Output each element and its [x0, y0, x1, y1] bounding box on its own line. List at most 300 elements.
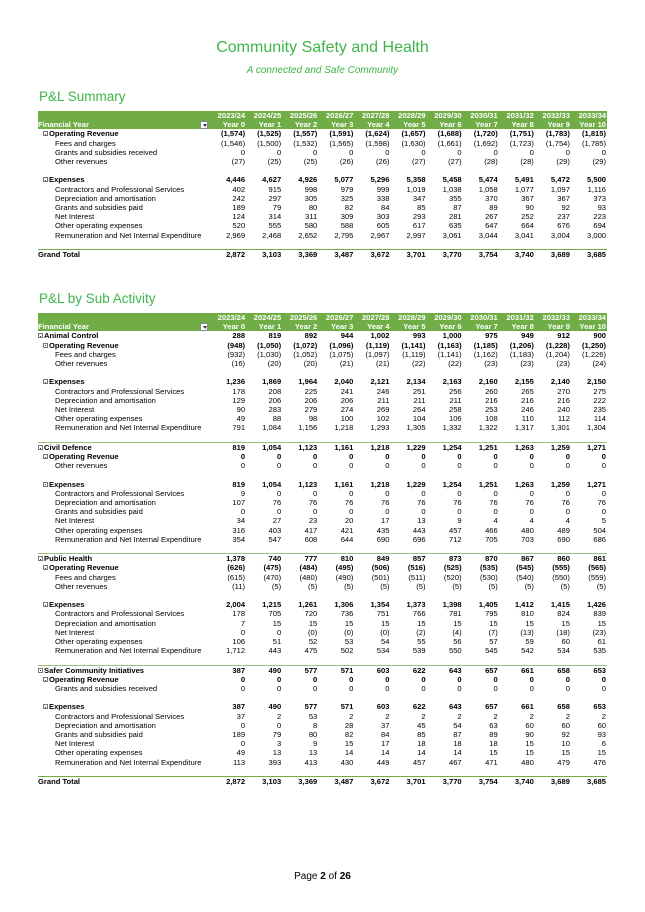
- value-cell: 3,689: [535, 777, 571, 787]
- value-cell: (5): [308, 581, 318, 591]
- value-cell: 216: [521, 395, 534, 405]
- value-cell: (490): [335, 572, 354, 582]
- value-cell: 253: [485, 405, 498, 415]
- row-label-cell: [38, 480, 210, 489]
- value-cell: 588: [340, 221, 354, 231]
- row-label: Other operating expenses: [55, 748, 143, 758]
- value-cell: 3: [276, 739, 282, 749]
- value-cell: (13): [520, 627, 534, 637]
- value-cell: 430: [340, 757, 354, 767]
- value-cell: 0: [529, 674, 534, 684]
- value-cell: 0: [313, 452, 318, 462]
- value-cell: (23): [592, 627, 607, 637]
- header-year: 2023/24: [210, 111, 246, 120]
- value-cell: 0: [276, 674, 282, 684]
- value-cell: 0: [565, 684, 570, 694]
- value-cell: 0: [276, 627, 282, 637]
- filter-dropdown-icon[interactable]: [200, 121, 208, 129]
- spacer-row: [38, 655, 607, 665]
- value-cell: 1,236: [226, 377, 246, 387]
- value-cell: (948): [227, 340, 246, 350]
- row-label-cell: [38, 461, 210, 470]
- value-cell: (5): [344, 581, 354, 591]
- row-label: Contractors and Professional Services: [55, 386, 185, 396]
- value-cell: 2: [421, 711, 426, 721]
- spacer-row: [38, 433, 607, 443]
- row-label-cell: [38, 609, 210, 618]
- financial-year-label: Financial Year: [38, 120, 89, 130]
- value-cell: 5,077: [334, 175, 354, 185]
- row-label: Operating Revenue: [49, 674, 119, 684]
- table-row: [38, 452, 607, 461]
- table-row: [38, 646, 607, 655]
- header-corner: [38, 313, 210, 322]
- value-cell: 550: [448, 646, 462, 656]
- value-cell: 76: [525, 498, 534, 508]
- value-cell: 1,218: [370, 479, 390, 489]
- value-cell: 216: [485, 395, 498, 405]
- value-cell: 1,293: [370, 423, 390, 433]
- table-row: [38, 203, 607, 212]
- value-cell: 975: [485, 331, 498, 341]
- table-row: [38, 609, 607, 618]
- row-label-cell: [38, 573, 210, 582]
- value-cell: 189: [232, 203, 246, 213]
- table-row: [38, 396, 607, 405]
- value-cell: 14: [417, 748, 426, 758]
- value-cell: 421: [340, 525, 354, 535]
- header-row-years: [38, 111, 607, 120]
- collapse-toggle-icon[interactable]: [43, 379, 48, 384]
- value-cell: 206: [340, 395, 354, 405]
- table-row: [38, 414, 607, 423]
- collapse-toggle-icon[interactable]: [43, 677, 48, 682]
- value-cell: 466: [485, 525, 498, 535]
- value-cell: 1,229: [390, 442, 426, 452]
- value-cell: 4,446: [226, 175, 246, 185]
- value-cell: 824: [557, 609, 570, 619]
- value-cell: 705: [268, 609, 282, 619]
- spacer-row: [38, 544, 607, 554]
- value-cell: 0: [565, 488, 570, 498]
- table-row: [38, 748, 607, 757]
- value-cell: (516): [407, 563, 426, 573]
- value-cell: (1,723): [509, 138, 534, 148]
- value-cell: 1,215: [262, 600, 282, 610]
- value-cell: (1,591): [329, 129, 354, 139]
- value-cell: 3,487: [318, 250, 354, 260]
- value-cell: 0: [349, 488, 354, 498]
- value-cell: 577: [304, 702, 318, 712]
- value-cell: (559): [588, 572, 607, 582]
- value-cell: 27: [272, 516, 282, 526]
- collapse-toggle-icon[interactable]: [43, 704, 48, 709]
- header-year: 2024/25: [246, 111, 282, 120]
- value-cell: (470): [263, 572, 282, 582]
- row-label: Remuneration and Net Internal Expenditure: [55, 757, 202, 767]
- value-cell: 1,229: [406, 479, 426, 489]
- table-row: [38, 600, 607, 609]
- spacer-row: [38, 693, 607, 702]
- collapse-toggle-icon[interactable]: [43, 565, 48, 570]
- value-cell: 275: [593, 386, 607, 396]
- header-year-index: Year 9: [535, 120, 571, 129]
- value-cell: (16): [231, 359, 246, 369]
- value-cell: 467: [448, 757, 462, 767]
- value-cell: 0: [313, 147, 318, 157]
- value-cell: 490: [246, 665, 282, 675]
- value-cell: 3,061: [442, 230, 462, 240]
- row-label-cell: [38, 516, 210, 525]
- value-cell: 3,103: [246, 777, 282, 787]
- value-cell: 4,627: [262, 175, 282, 185]
- value-cell: 479: [557, 757, 570, 767]
- value-cell: 235: [593, 405, 607, 415]
- value-cell: 223: [593, 212, 607, 222]
- row-label: Operating Revenue: [49, 129, 119, 139]
- header-corner: [38, 111, 210, 120]
- row-label-cell: [38, 777, 210, 787]
- header-year-index: Year 8: [499, 120, 535, 129]
- header-year: 2030/31: [463, 111, 499, 120]
- value-cell: 676: [557, 221, 570, 231]
- filter-dropdown-icon[interactable]: [200, 323, 208, 331]
- value-cell: (550): [552, 572, 570, 582]
- section-title-summary: P&L Summary: [39, 89, 126, 104]
- row-label: Net Interest: [55, 405, 95, 415]
- value-cell: (22): [412, 359, 426, 369]
- value-cell: 2: [493, 711, 498, 721]
- header-year-index: Year 4: [354, 322, 390, 331]
- row-label-cell: [38, 730, 210, 739]
- value-cell: 0: [457, 507, 462, 517]
- collapse-toggle-icon[interactable]: [38, 333, 43, 338]
- value-cell: 2,134: [406, 377, 426, 387]
- row-label: Operating Revenue: [49, 563, 119, 573]
- row-label: Animal Control: [44, 331, 99, 341]
- value-cell: (28): [520, 157, 534, 167]
- value-cell: 819: [232, 479, 246, 489]
- value-cell: 1,218: [334, 423, 354, 433]
- value-cell: 85: [417, 730, 426, 740]
- value-cell: 89: [489, 730, 498, 740]
- row-label: Contractors and Professional Services: [55, 488, 185, 498]
- value-cell: (1,783): [545, 129, 570, 139]
- row-label: Other revenues: [55, 359, 108, 369]
- value-cell: 0: [240, 720, 246, 730]
- value-cell: 28: [344, 720, 354, 730]
- value-cell: 100: [340, 414, 354, 424]
- value-cell: 225: [304, 386, 318, 396]
- value-cell: (1,228): [545, 340, 570, 350]
- value-cell: (18): [556, 627, 570, 637]
- value-cell: 1,712: [226, 646, 246, 656]
- row-label-cell: [38, 628, 210, 637]
- value-cell: (21): [339, 359, 354, 369]
- value-cell: (28): [484, 157, 498, 167]
- collapse-toggle-icon[interactable]: [43, 454, 48, 459]
- value-cell: (5): [452, 581, 462, 591]
- value-cell: 534: [557, 646, 570, 656]
- value-cell: 2,795: [334, 230, 354, 240]
- header-row-year-index: [38, 120, 607, 129]
- collapse-toggle-icon[interactable]: [38, 556, 43, 561]
- value-cell: (5): [416, 581, 426, 591]
- value-cell: 0: [349, 674, 354, 684]
- value-cell: (21): [375, 359, 390, 369]
- value-cell: 309: [340, 212, 354, 222]
- value-cell: 5,296: [370, 175, 390, 185]
- value-cell: 240: [557, 405, 570, 415]
- value-cell: 2,872: [210, 250, 246, 260]
- header-row-years: [38, 313, 607, 322]
- value-cell: 76: [308, 498, 318, 508]
- table-row: [38, 212, 607, 221]
- value-cell: 211: [449, 395, 462, 405]
- spacer-row: [38, 368, 607, 377]
- value-cell: 13: [417, 516, 426, 526]
- value-cell: (27): [448, 157, 462, 167]
- value-cell: 2,155: [514, 377, 534, 387]
- value-cell: 14: [344, 748, 354, 758]
- value-cell: 241: [340, 386, 354, 396]
- value-cell: (1,096): [329, 340, 354, 350]
- table-row: [38, 702, 607, 711]
- value-cell: 3,041: [514, 230, 534, 240]
- value-cell: 53: [344, 637, 354, 647]
- collapse-toggle-icon[interactable]: [43, 177, 48, 182]
- value-cell: 1,097: [550, 184, 570, 194]
- value-cell: (24): [592, 359, 607, 369]
- value-cell: 52: [308, 637, 318, 647]
- header-year: 2025/26: [282, 313, 318, 322]
- value-cell: 1,000: [442, 331, 462, 341]
- row-label: Expenses: [49, 600, 85, 610]
- value-cell: 0: [421, 452, 426, 462]
- value-cell: 1,254: [427, 442, 463, 452]
- value-cell: 90: [525, 730, 534, 740]
- table-row: [38, 423, 607, 432]
- value-cell: 703: [521, 534, 534, 544]
- row-label-cell: [38, 405, 210, 414]
- value-cell: 819: [268, 331, 282, 341]
- value-cell: (2): [416, 627, 426, 637]
- row-label-cell: [38, 712, 210, 721]
- value-cell: 370: [485, 193, 498, 203]
- collapse-toggle-icon[interactable]: [38, 668, 43, 673]
- collapse-toggle-icon[interactable]: [43, 482, 48, 487]
- table-row: [38, 387, 607, 396]
- row-label: Depreciation and amortisation: [55, 618, 156, 628]
- table-row: [38, 377, 607, 386]
- header-year-index: Year 5: [390, 322, 426, 331]
- value-cell: 15: [525, 748, 534, 758]
- row-label-cell: [38, 563, 210, 572]
- value-cell: (23): [520, 359, 534, 369]
- value-cell: 0: [457, 674, 462, 684]
- value-cell: 279: [304, 405, 318, 415]
- value-cell: 3,740: [499, 250, 535, 260]
- value-cell: 1,263: [514, 479, 534, 489]
- value-cell: (1,163): [437, 340, 462, 350]
- value-cell: 0: [457, 452, 462, 462]
- header-year-index: Year 0: [210, 120, 246, 129]
- value-cell: 178: [232, 609, 246, 619]
- value-cell: 2,150: [587, 377, 607, 387]
- value-cell: 347: [412, 193, 426, 203]
- table-row: [38, 684, 607, 693]
- collapse-toggle-icon[interactable]: [43, 343, 48, 348]
- value-cell: 267: [485, 212, 498, 222]
- value-cell: 653: [571, 665, 607, 675]
- value-cell: 690: [557, 534, 570, 544]
- value-cell: 0: [385, 147, 390, 157]
- value-cell: 1,354: [370, 600, 390, 610]
- table-row: [38, 665, 607, 675]
- value-cell: 658: [535, 665, 571, 675]
- table-row: [38, 480, 607, 489]
- value-cell: 237: [557, 212, 570, 222]
- table-row: [38, 712, 607, 721]
- value-cell: 657: [463, 665, 499, 675]
- value-cell: (520): [443, 572, 462, 582]
- value-cell: 1,123: [282, 442, 318, 452]
- collapse-toggle-icon[interactable]: [38, 445, 43, 450]
- value-cell: 0: [421, 147, 426, 157]
- value-cell: 283: [268, 405, 282, 415]
- value-cell: 54: [453, 720, 462, 730]
- value-cell: 106: [448, 414, 462, 424]
- table-row: [38, 498, 607, 507]
- value-cell: (1,630): [401, 138, 426, 148]
- value-cell: 819: [210, 442, 246, 452]
- header-year: 2030/31: [463, 313, 499, 322]
- row-label: Fees and charges: [55, 138, 116, 148]
- value-cell: 0: [240, 507, 246, 517]
- value-cell: 129: [232, 395, 246, 405]
- value-cell: 3,004: [550, 230, 570, 240]
- value-cell: 0: [349, 452, 354, 462]
- value-cell: 17: [381, 516, 390, 526]
- value-cell: 1,077: [514, 184, 534, 194]
- value-cell: 0: [457, 461, 462, 471]
- value-cell: 810: [318, 554, 354, 564]
- value-cell: 387: [210, 665, 246, 675]
- value-cell: 617: [412, 221, 426, 231]
- row-label-cell: [38, 387, 210, 396]
- value-cell: 661: [521, 702, 534, 712]
- value-cell: (932): [227, 349, 246, 359]
- row-label-cell: [38, 619, 210, 628]
- value-cell: 0: [601, 507, 607, 517]
- row-label-cell: [38, 702, 210, 711]
- value-cell: 1,218: [354, 442, 390, 452]
- value-cell: (540): [516, 572, 534, 582]
- value-cell: 106: [232, 637, 246, 647]
- value-cell: 0: [421, 461, 426, 471]
- value-cell: 293: [412, 212, 426, 222]
- value-cell: 0: [421, 684, 426, 694]
- value-cell: 45: [417, 720, 426, 730]
- value-cell: 0: [276, 720, 282, 730]
- value-cell: 0: [421, 488, 426, 498]
- value-cell: 387: [232, 702, 246, 712]
- value-cell: 124: [232, 212, 246, 222]
- value-cell: 104: [412, 414, 426, 424]
- value-cell: 1,084: [262, 423, 282, 433]
- footer-total-pages: 26: [339, 871, 351, 882]
- value-cell: 246: [521, 405, 534, 415]
- value-cell: 98: [308, 414, 318, 424]
- value-cell: 0: [601, 488, 607, 498]
- table-row: [38, 730, 607, 739]
- collapse-toggle-icon[interactable]: [43, 602, 48, 607]
- value-cell: 0: [313, 684, 318, 694]
- header-year: 2024/25: [246, 313, 282, 322]
- value-cell: 686: [593, 534, 607, 544]
- value-cell: 242: [232, 193, 246, 203]
- value-cell: 999: [376, 184, 390, 194]
- value-cell: (1,183): [509, 349, 534, 359]
- value-cell: (1,525): [257, 129, 282, 139]
- value-cell: 3,689: [535, 250, 571, 260]
- value-cell: 635: [448, 221, 462, 231]
- value-cell: (1,661): [437, 138, 462, 148]
- value-cell: 55: [417, 637, 426, 647]
- value-cell: 0: [457, 488, 462, 498]
- value-cell: (0): [308, 627, 318, 637]
- value-cell: 1,305: [406, 423, 426, 433]
- value-cell: 15: [344, 739, 354, 749]
- value-cell: 0: [240, 739, 246, 749]
- value-cell: 751: [376, 609, 390, 619]
- value-cell: 79: [272, 203, 282, 213]
- value-cell: 3,369: [282, 250, 318, 260]
- value-cell: (5): [380, 581, 390, 591]
- value-cell: 82: [344, 203, 354, 213]
- row-label-cell: [38, 665, 210, 675]
- value-cell: 0: [349, 461, 354, 471]
- header-year: 2032/33: [535, 111, 571, 120]
- value-cell: (29): [592, 157, 607, 167]
- header-financial-year: [38, 120, 210, 129]
- value-cell: 314: [268, 212, 282, 222]
- value-cell: 489: [557, 525, 570, 535]
- value-cell: 108: [485, 414, 498, 424]
- value-cell: 102: [376, 414, 390, 424]
- value-cell: 661: [499, 665, 535, 675]
- value-cell: (545): [516, 563, 534, 573]
- value-cell: 10: [561, 739, 570, 749]
- value-cell: 0: [276, 488, 282, 498]
- value-cell: (1,204): [545, 349, 570, 359]
- row-label: Contractors and Professional Services: [55, 711, 185, 721]
- value-cell: 0: [529, 452, 534, 462]
- value-cell: 252: [521, 212, 534, 222]
- row-label-cell: [38, 646, 210, 655]
- spacer-row: [38, 470, 607, 479]
- table-row: [38, 573, 607, 582]
- value-cell: 694: [593, 221, 607, 231]
- value-cell: 1,306: [334, 600, 354, 610]
- value-cell: 90: [236, 405, 246, 415]
- collapse-toggle-icon[interactable]: [43, 131, 48, 136]
- value-cell: 0: [601, 452, 607, 462]
- value-cell: 603: [376, 702, 390, 712]
- value-cell: 1,332: [442, 423, 462, 433]
- header-year-index: Year 5: [390, 120, 426, 129]
- header-year-index: Year 9: [535, 322, 571, 331]
